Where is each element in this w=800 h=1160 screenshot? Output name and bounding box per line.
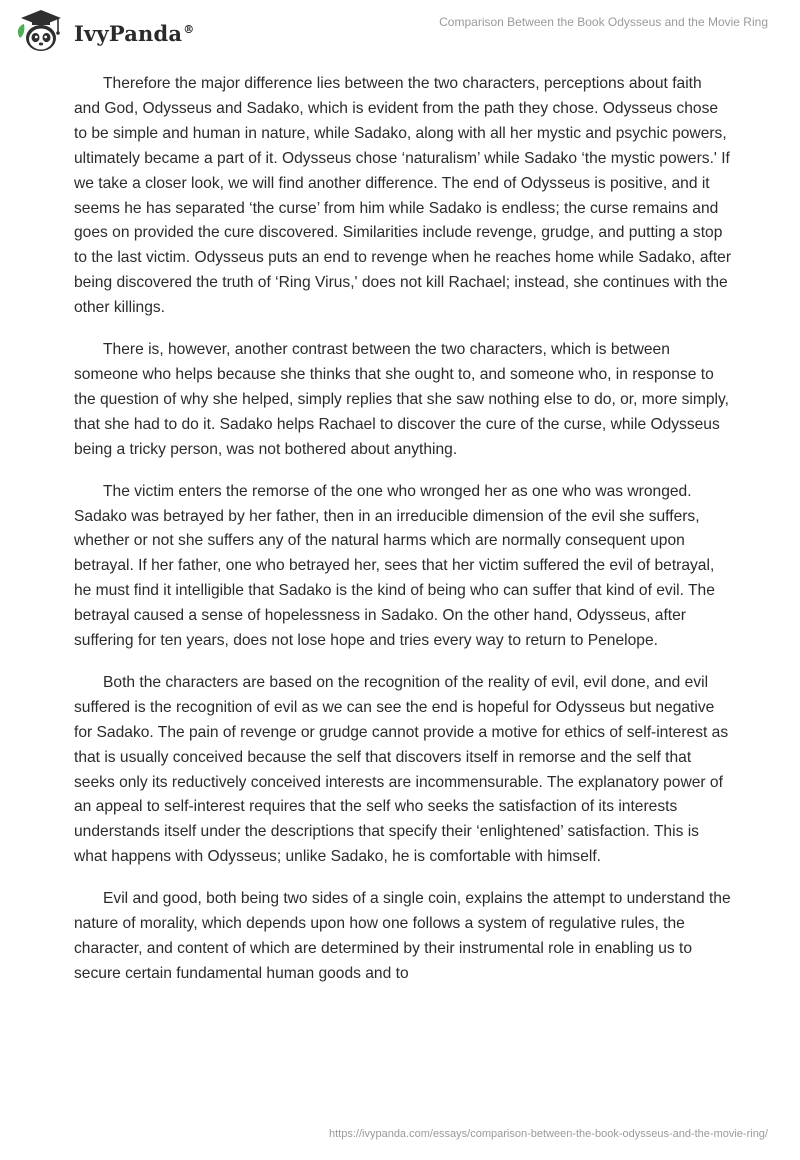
brand-registered-mark: ®: [183, 22, 195, 36]
paragraph-3: The victim enters the remorse of the one who wronged her as one who was wronged. Sadako was betrayed by her father, then in an irreducible dimension of the evil she suffers, whether or not she suffers any of the natural harms which are normally consequent upon betrayal. If her father, one who betrayed her, sees that her victim suffered the evil of betrayal, he must find it intelligible that Sadako is the kind of being who can suffer that kind of evil. The betrayal caused a sense of hopelessness in Sadako. On the other hand, Odysseus, after suffering for ten years, does not lose hope and tries every way to return to Penelope.: [74, 482, 715, 650]
page-header: [0, 0, 800, 64]
essay-body: [74, 72, 732, 1004]
source-url[interactable]: https://ivypanda.com/essays/comparison-between-the-book-odysseus-and-the-movie-ring/: [329, 1128, 768, 1140]
brand-name: IvyPanda®: [74, 20, 195, 46]
paragraph-1: Therefore the major difference lies between the two characters, perceptions about faith and God, Odysseus and Sadako, which is evident from the path they chose. Odysseus chose to be simple and human in nature, while Sadako, along with all her mystic and psychic powers, ultimately became a part of it. Odysseus chose ‘naturalism’ while Sadako ‘the mystic powers.' If we take a closer look, we will find another difference. The end of Odysseus is positive, and it seems he has separated ‘the curse’ from him while Sadako is endless; the curse remains and goes on provided the cure discovered. Similarities include revenge, grudge, and putting a stop to the last victim. Odysseus puts an end to revenge when he reaches home while Sadako, after being discovered the truth of ‘Ring Virus,' does not kill Rachael; instead, she continues with the other killings.: [74, 75, 732, 317]
document-title: Comparison Between the Book Odysseus and the Movie Ring: [439, 15, 768, 29]
brand-logo[interactable]: [14, 8, 194, 54]
paragraph-2: There is, however, another contrast between the two characters, which is between someone who helps because she thinks that she ought to, and someone who, in response to the question of why she helped, simply replies that she saw nothing else to do, or, more simply, that she had to do it. Sadako helps Rachael to discover the cure of the curse, while Odysseus being a tricky person, was not bothered about anything.: [74, 341, 729, 458]
paragraph-5: Evil and good, both being two sides of a single coin, explains the attempt to understand the nature of morality, which depends upon how one follows a system of regulative rules, the character, and content of which are determined by their instrumental role in enabling us to secure certain fundamental human goods and to: [74, 890, 731, 982]
panda-graduate-icon: [14, 8, 68, 54]
paragraph-4: Both the characters are based on the recognition of the reality of evil, evil done, and evil suffered is the recognition of evil as we can see the end is hopeful for Odysseus but negative for Sadako. The pain of revenge or grudge cannot provide a motive for ethics of self-interest as that is usually conceived because the self that discovers itself in remorse and the self that seeks only its reductively conceived interests are incommensurable. The explanatory power of an appeal to self-interest requires that the self who seeks the satisfaction of its interests understands itself under the descriptions that specify their ‘enlightened’ satisfaction. This is what happens with Odysseus; unlike Sadako, he is comfortable with himself.: [74, 673, 729, 866]
